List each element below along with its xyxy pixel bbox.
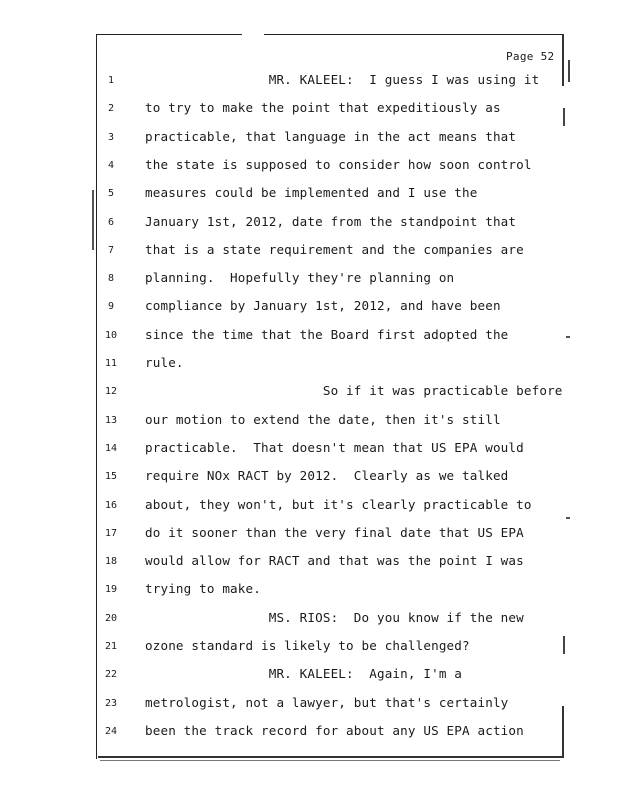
line-number: 11 (104, 358, 118, 369)
line-text: been the track record for about any US EPA action (145, 722, 524, 738)
line-text: practicable, that language in the act means that (145, 128, 517, 144)
line-text: that is a state requirement and the companies are (145, 241, 524, 257)
line-text: January 1st, 2012, date from the standpoint that (145, 213, 517, 229)
page-bottom-rule-shadow (100, 760, 560, 761)
line-text: require NOx RACT by 2012. Clearly as we talked (145, 468, 509, 484)
line-number: 13 (104, 414, 118, 426)
transcript-line (0, 581, 619, 601)
page-bottom-rule (98, 756, 564, 758)
line-text: compliance by January 1st, 2012, and have been (145, 298, 501, 314)
line-number: 10 (104, 329, 118, 341)
line-number: 19 (104, 584, 118, 596)
line-text: about, they won't, but it's clearly practicable to (145, 496, 532, 512)
line-number: 3 (107, 131, 115, 143)
transcript-line (0, 72, 619, 92)
line-number: 8 (107, 273, 115, 285)
transcript-line (0, 468, 619, 488)
line-text: practicable. That doesn't mean that US EPA would (145, 439, 524, 455)
transcript-line (0, 157, 619, 177)
line-number: 15 (104, 471, 118, 483)
line-text: measures could be implemented and I use the (145, 185, 478, 201)
line-text: would allow for RACT and that was the point I was (145, 553, 524, 569)
line-number: 12 (104, 386, 118, 398)
line-number: 7 (107, 244, 115, 256)
line-text: do it sooner than the very final date that US EPA (145, 524, 524, 540)
transcript-line (0, 440, 619, 460)
transcript-line (0, 383, 619, 403)
line-number: 5 (107, 188, 115, 200)
line-text: rule. (145, 355, 184, 370)
transcript-line (0, 412, 619, 432)
transcript-line (0, 100, 619, 120)
line-number: 17 (104, 527, 118, 539)
line-text: metrologist, not a lawyer, but that's certainly (145, 694, 509, 710)
line-text: MS. RIOS: Do you know if the new (145, 609, 524, 625)
transcript-line (0, 497, 619, 517)
transcript-line (0, 355, 619, 375)
transcript-line (0, 129, 619, 149)
line-text: So if it was practicable before (145, 383, 563, 399)
transcript-line (0, 185, 619, 205)
line-number: 4 (107, 159, 115, 171)
line-number: 18 (104, 556, 118, 568)
transcript-line (0, 214, 619, 234)
line-text: MR. KALEEL: I guess I was using it (145, 72, 540, 87)
line-number: 14 (104, 442, 118, 454)
line-text: since the time that the Board first adopted the (145, 326, 509, 342)
transcript-line (0, 298, 619, 318)
line-text: our motion to extend the date, then it's still (145, 411, 501, 427)
line-number: 23 (104, 697, 118, 709)
transcript-line (0, 553, 619, 573)
transcript-line (0, 610, 619, 630)
line-number: 1 (107, 75, 115, 86)
line-number: 16 (104, 499, 118, 511)
transcript-line (0, 525, 619, 545)
line-number: 24 (104, 725, 118, 737)
line-number: 6 (107, 216, 115, 228)
transcript-line (0, 242, 619, 262)
line-text: the state is supposed to consider how soon control (145, 156, 532, 172)
transcript-line (0, 666, 619, 686)
line-number: 9 (107, 301, 115, 313)
line-number: 2 (107, 103, 115, 115)
line-text: MR. KALEEL: Again, I'm a (145, 666, 463, 682)
transcript-line (0, 270, 619, 290)
transcript-line (0, 695, 619, 715)
page-border-gap (242, 34, 264, 37)
page-number: Page 52 (506, 50, 555, 63)
line-text: ozone standard is likely to be challenged? (145, 638, 470, 653)
line-text: to try to make the point that expeditiously as (145, 100, 501, 116)
transcript-line (0, 723, 619, 743)
line-number: 20 (104, 612, 118, 624)
line-number: 21 (104, 641, 118, 652)
transcript-line (0, 638, 619, 658)
line-number: 22 (104, 669, 118, 681)
transcript-line (0, 327, 619, 347)
margin-mark (566, 517, 570, 519)
line-text: trying to make. (145, 581, 261, 597)
line-text: planning. Hopefully they're planning on (145, 270, 455, 286)
